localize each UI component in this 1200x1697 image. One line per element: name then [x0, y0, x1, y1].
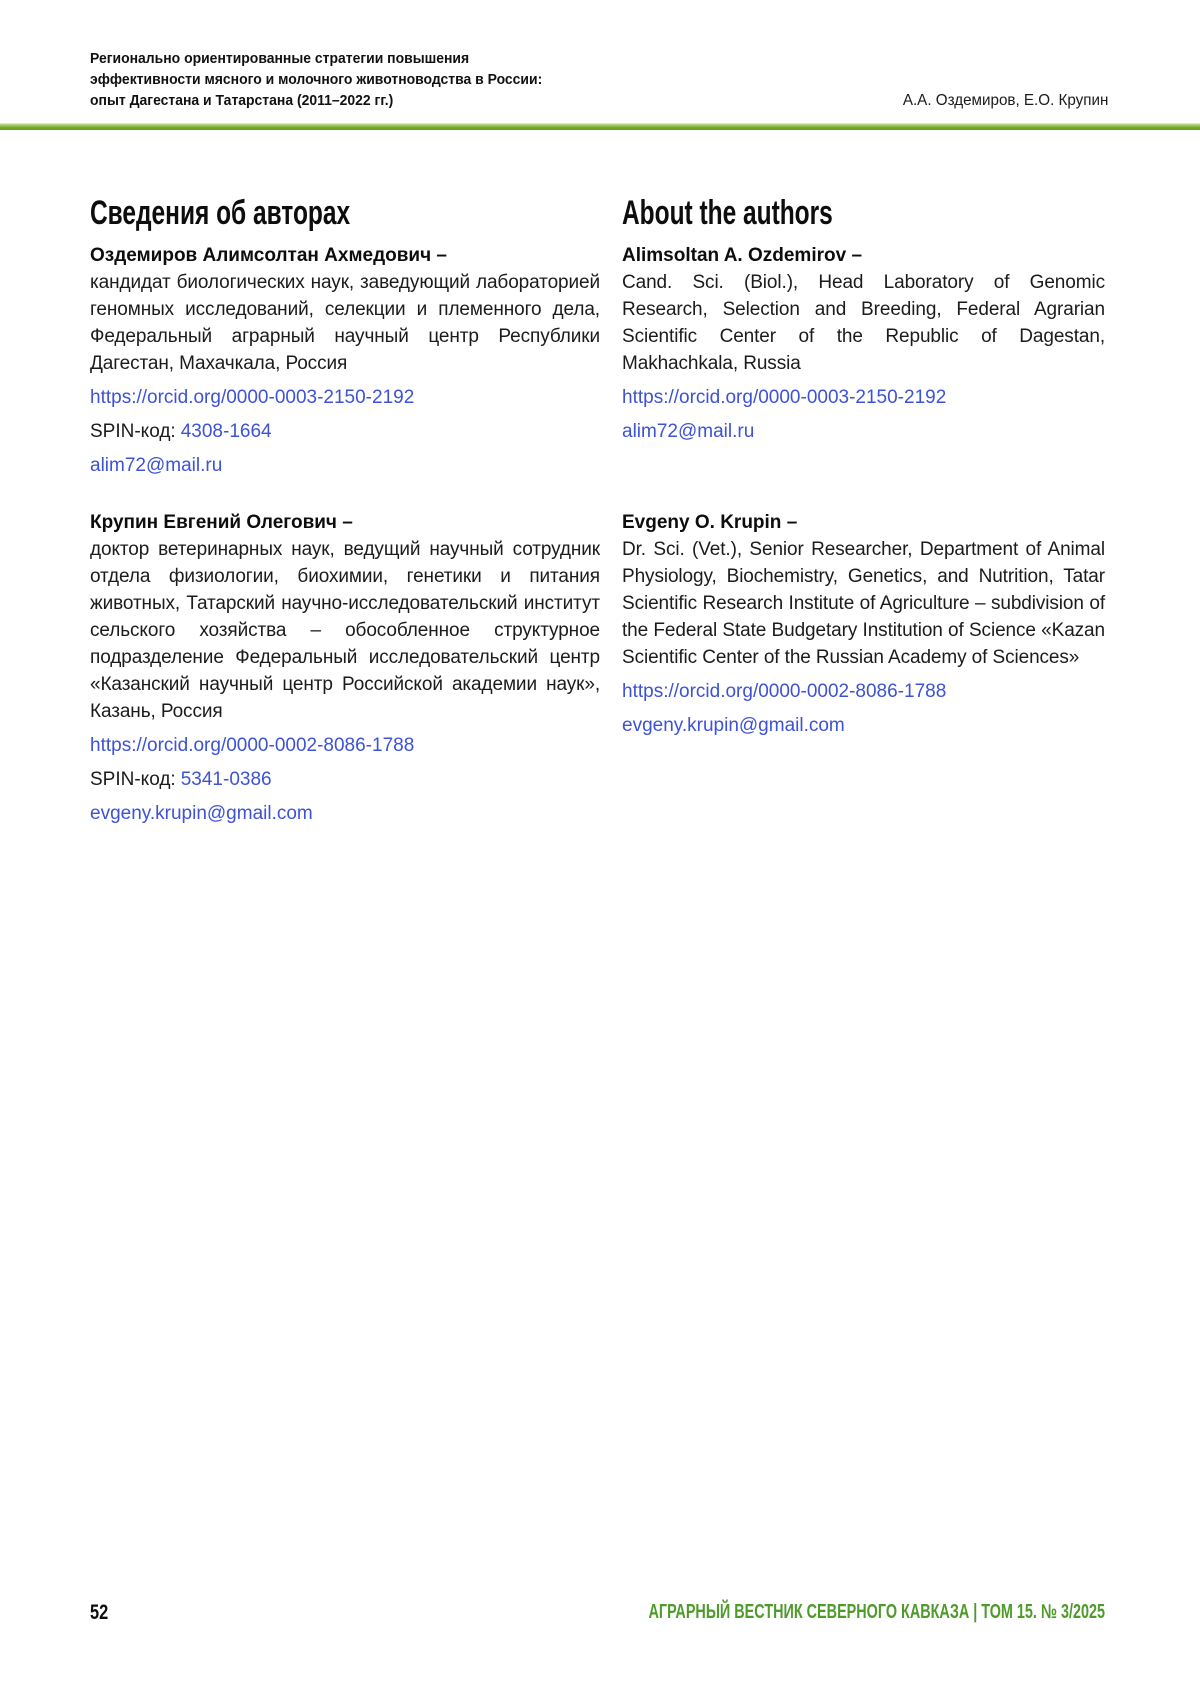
authors-content: [90, 196, 1105, 827]
orcid-link[interactable]: https://orcid.org/0000-0002-8086-1788: [90, 735, 415, 756]
author-bio: доктор ветеринарных наук, ведущий научный сотрудник отдела физиологии, биохимии, генетики и питания животных, Татарский научно-исследовательский институт сельского хозяйства – обособленное структурное подразделение Федеральный исследовательский центр «Казанский научный центр Российской академии наук», Казань, Россия: [90, 539, 600, 722]
running-title-line: опыт Дагестана и Татарстана (2011–2022 гг.): [90, 92, 394, 109]
running-authors: А.А. Оздемиров, Е.О. Крупин: [902, 92, 1108, 109]
email-line: [90, 800, 600, 827]
author-block-ru-ozdemirov: [90, 242, 600, 479]
page-footer: [90, 1601, 1105, 1625]
orcid-line: [622, 678, 1105, 705]
email-line: [90, 452, 600, 479]
author-block-en-ozdemirov: [622, 242, 1105, 479]
orcid-line: [90, 732, 600, 759]
author-name: Оздемиров Алимсолтан Ахмедович –: [90, 245, 447, 266]
spin-label: SPIN-код:: [90, 421, 176, 442]
running-title: [90, 48, 542, 111]
running-title-line: эффективности мясного и молочного животноводства в России:: [90, 71, 543, 88]
spin-line: [90, 418, 600, 445]
running-head: [90, 48, 1108, 111]
section-title-en: About the authors: [622, 194, 833, 232]
author-block-ru-krupin: [90, 509, 600, 827]
author-bio: кандидат биологических наук, заведующий лабораторией геномных исследований, селекции и племенного дела, Федеральный аграрный научный центр Республики Дагестан, Махачкала, Россия: [90, 272, 600, 374]
email-link[interactable]: alim72@mail.ru: [622, 421, 755, 442]
green-divider-rule: [0, 123, 1200, 130]
author-name: Крупин Евгений Олегович –: [90, 512, 353, 533]
email-link[interactable]: alim72@mail.ru: [90, 455, 223, 476]
email-link[interactable]: evgeny.krupin@gmail.com: [622, 715, 845, 736]
spin-line: [90, 766, 600, 793]
spin-value-link[interactable]: 5341-0386: [180, 769, 272, 790]
orcid-link[interactable]: https://orcid.org/0000-0003-2150-2192: [622, 387, 947, 408]
email-link[interactable]: evgeny.krupin@gmail.com: [90, 803, 313, 824]
journal-title: АГРАРНЫЙ ВЕСТНИК СЕВЕРНОГО КАВКАЗА | ТОМ 15. № 3/2025: [648, 1601, 1105, 1623]
author-bio: Cand. Sci. (Biol.), Head Laboratory of Genomic Research, Selection and Breeding, Federal Agrarian Scientific Center of the Republic of Dagestan, Makhachkala, Russia: [622, 272, 1105, 374]
author-bio: Dr. Sci. (Vet.), Senior Researcher, Department of Animal Physiology, Biochemistry, Genetics, and Nutrition, Tatar Scientific Research Institute of Agriculture – subdivision of the Federal State Budgetary Institution of Science «Kazan Scientific Center of the Russian Academy of Sciences»: [622, 539, 1105, 668]
author-name: Evgeny O. Krupin –: [622, 512, 798, 533]
orcid-line: [90, 384, 600, 411]
email-line: [622, 418, 1105, 445]
author-block-en-krupin: [622, 509, 1105, 827]
spin-label: SPIN-код:: [90, 769, 176, 790]
email-line: [622, 712, 1105, 739]
orcid-link[interactable]: https://orcid.org/0000-0002-8086-1788: [622, 681, 947, 702]
section-title-ru: Сведения об авторах: [90, 194, 351, 232]
orcid-link[interactable]: https://orcid.org/0000-0003-2150-2192: [90, 387, 415, 408]
running-title-line: Регионально ориентированные стратегии повышения: [90, 50, 470, 67]
author-name: Alimsoltan A. Ozdemirov –: [622, 245, 863, 266]
spin-value-link[interactable]: 4308-1664: [180, 421, 272, 442]
orcid-line: [622, 384, 1105, 411]
page-number: 52: [90, 1601, 109, 1624]
